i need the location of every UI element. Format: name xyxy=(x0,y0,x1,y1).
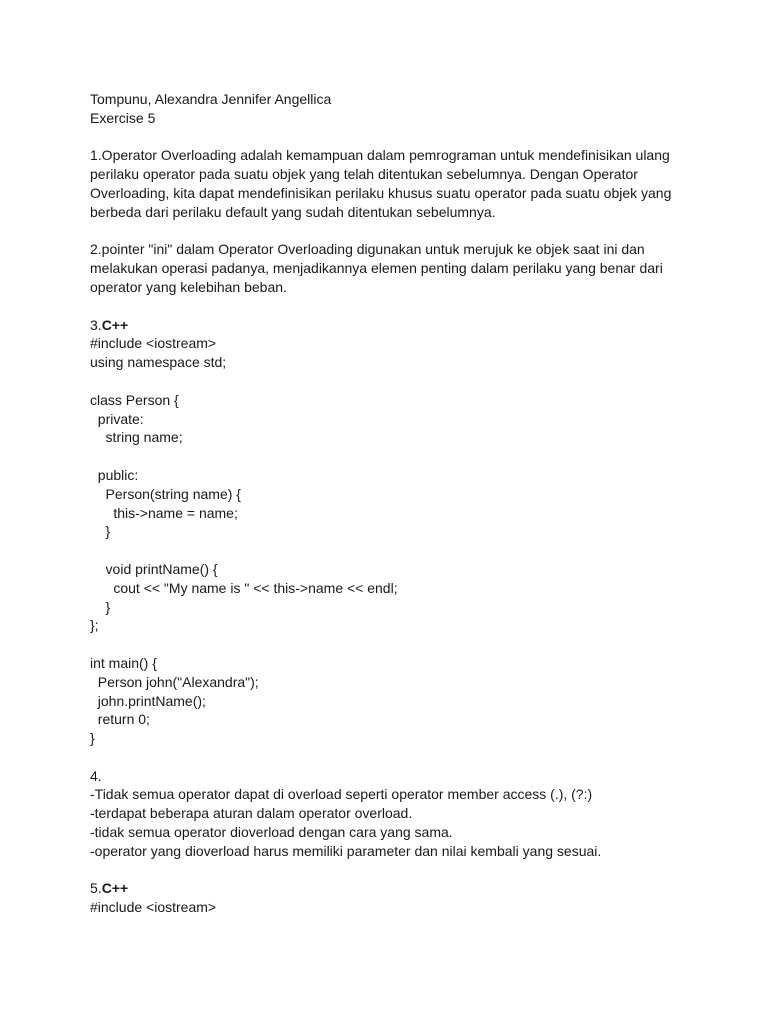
answer-4 xyxy=(90,767,690,861)
answer-3-heading xyxy=(90,316,690,335)
answer-5-heading xyxy=(90,879,690,898)
spacer xyxy=(90,748,690,767)
answer-1-line: perilaku operator pada suatu objek yang telah ditentukan sebelumnya. Dengan Operator xyxy=(90,166,638,183)
spacer xyxy=(90,222,690,241)
code-line xyxy=(90,372,690,391)
code-line: cout << "My name is " << this->name << endl; xyxy=(90,579,398,596)
answer-4-line: -tidak semua operator dioverload dengan cara yang sama. xyxy=(90,824,453,841)
code-line: private: xyxy=(90,410,144,427)
code-line xyxy=(90,541,690,560)
answer-4-line: -operator yang dioverload harus memiliki parameter dan nilai kembali yang sesuai. xyxy=(90,842,602,859)
code-line: } xyxy=(90,523,111,540)
answer-1-line: Overloading, kita dapat mendefinisikan perilaku khusus suatu operator pada suatu objek yang xyxy=(90,184,672,201)
answer-4-line: -Tidak semua operator dapat di overload seperti operator member access (.), (?:) xyxy=(90,786,593,803)
spacer xyxy=(90,297,690,316)
answer-1-line: berbeda dari perilaku default yang sudah ditentukan sebelumnya. xyxy=(90,203,496,220)
code-line: }; xyxy=(90,617,99,634)
code-line: john.printName(); xyxy=(90,692,206,709)
code-line xyxy=(90,635,690,654)
answer-3-code xyxy=(90,334,690,748)
answer-4-number: 4. xyxy=(90,767,102,784)
answer-3 xyxy=(90,316,690,748)
answer-5-language: C++ xyxy=(101,880,129,897)
code-line: void printName() { xyxy=(90,560,218,577)
spacer xyxy=(90,128,690,147)
code-line: return 0; xyxy=(90,711,150,728)
code-line: public: xyxy=(90,466,139,483)
exercise-title: Exercise 5 xyxy=(90,109,156,126)
answer-3-language: C++ xyxy=(101,316,129,333)
answer-2-line: operator yang kelebihan beban. xyxy=(90,278,287,295)
answer-4-line: -terdapat beberapa aturan dalam operator overload. xyxy=(90,805,413,822)
code-line: } xyxy=(90,598,111,615)
answer-2-line: melakukan operasi padanya, menjadikannya elemen penting dalam perilaku yang benar dari xyxy=(90,260,663,277)
answer-5 xyxy=(90,879,690,917)
answer-1-line: 1.Operator Overloading adalah kemampuan dalam pemrograman untuk mendefinisikan ulang xyxy=(90,147,670,164)
code-line: string name; xyxy=(90,429,183,446)
code-line: Person john("Alexandra"); xyxy=(90,673,259,690)
author-name: Tompunu, Alexandra Jennifer Angellica xyxy=(90,91,332,107)
code-line: #include <iostream> xyxy=(90,335,217,352)
answer-5-code xyxy=(90,898,690,917)
answer-2-line: 2.pointer "ini" dalam Operator Overloading digunakan untuk merujuk ke objek saat ini dan xyxy=(90,241,645,258)
code-line: int main() { xyxy=(90,654,157,671)
code-line: this->name = name; xyxy=(90,504,238,521)
code-line xyxy=(90,447,690,466)
spacer xyxy=(90,861,690,880)
answer-1 xyxy=(90,146,690,221)
code-line: class Person { xyxy=(90,391,179,408)
document-page xyxy=(90,90,690,917)
answer-5-number: 5. xyxy=(90,880,102,897)
code-line: Person(string name) { xyxy=(90,485,241,502)
code-line: #include <iostream> xyxy=(90,899,217,916)
answer-3-number: 3. xyxy=(90,316,102,333)
code-line: using namespace std; xyxy=(90,354,227,371)
answer-2 xyxy=(90,240,690,296)
code-line: } xyxy=(90,730,95,747)
